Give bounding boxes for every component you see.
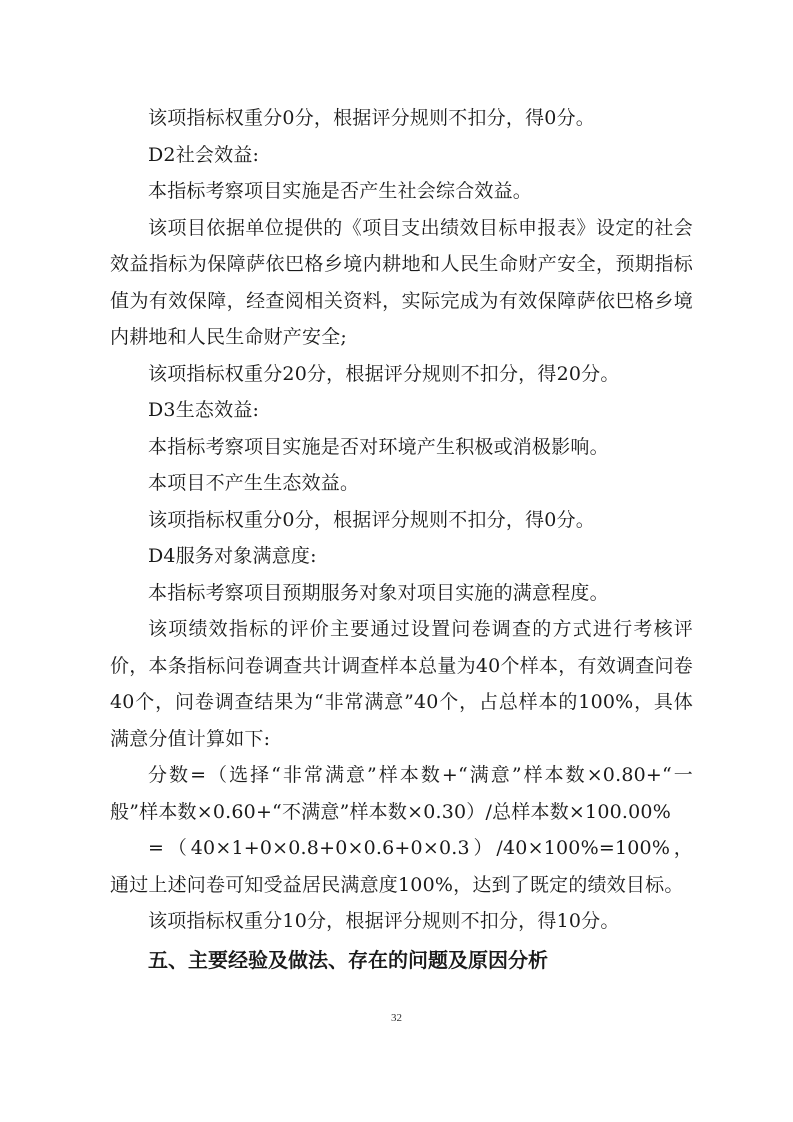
page-number: 32 <box>391 1012 402 1024</box>
section-heading: 五、主要经验及做法、存在的问题及原因分析 <box>148 947 548 972</box>
paragraph-score-d2: 该项指标权重分20分，根据评分规则不扣分，得20分。 <box>148 362 620 385</box>
heading-d3-ecological-benefit: D3生态效益: <box>148 399 260 421</box>
paragraph-calculation: =（40×1+0×0.8+0×0.6+0×0.3）/40×100%=100%，通过上述问卷可知受益居民满意度100%，达到了既定的绩效目标。 <box>110 837 693 896</box>
heading-d2-social-benefit: D2社会效益: <box>148 143 260 166</box>
paragraph-d4-survey: 该项绩效指标的评价主要通过设置问卷调查的方式进行考核评价，本条指标问卷调查共计调查样本总量为40个样本，有效调查问卷40个，问卷调查结果为“非常满意”40个，占总样本的100%，具体满意分值计算如下: <box>110 618 693 750</box>
paragraph-d2-detail: 该项目依据单位提供的《项目支出绩效目标申报表》设定的社会效益指标为保障萨依巴格乡境内耕地和人民生命财产安全，预期指标值为有效保障，经查阅相关资料，实际完成为有效保障萨依巴格乡境内耕地和人民生命财产安全; <box>110 216 693 348</box>
paragraph-score-d3: 该项指标权重分0分，根据评分规则不扣分，得0分。 <box>148 508 595 531</box>
heading-d4-satisfaction: D4服务对象满意度: <box>148 545 317 567</box>
paragraph-score-d4: 该项指标权重分10分，根据评分规则不扣分，得10分。 <box>148 910 620 932</box>
paragraph-formula: 分数=（选择“非常满意”样本数+“满意”样本数×0.80+“一般”样本数×0.60+“不满意”样本数×0.30）/总样本数×100.00% <box>110 764 693 823</box>
paragraph-d3-detail: 本项目不产生生态效益。 <box>148 472 360 494</box>
paragraph-d3-description: 本指标考察项目实施是否对环境产生积极或消极影响。 <box>148 435 609 458</box>
paragraph-d2-description: 本指标考察项目实施是否产生社会综合效益。 <box>148 180 533 202</box>
paragraph-score-d1: 该项指标权重分0分，根据评分规则不扣分，得0分。 <box>148 107 595 129</box>
paragraph-d4-description: 本指标考察项目预期服务对象对项目实施的满意程度。 <box>148 581 609 604</box>
document-body <box>110 100 693 980</box>
